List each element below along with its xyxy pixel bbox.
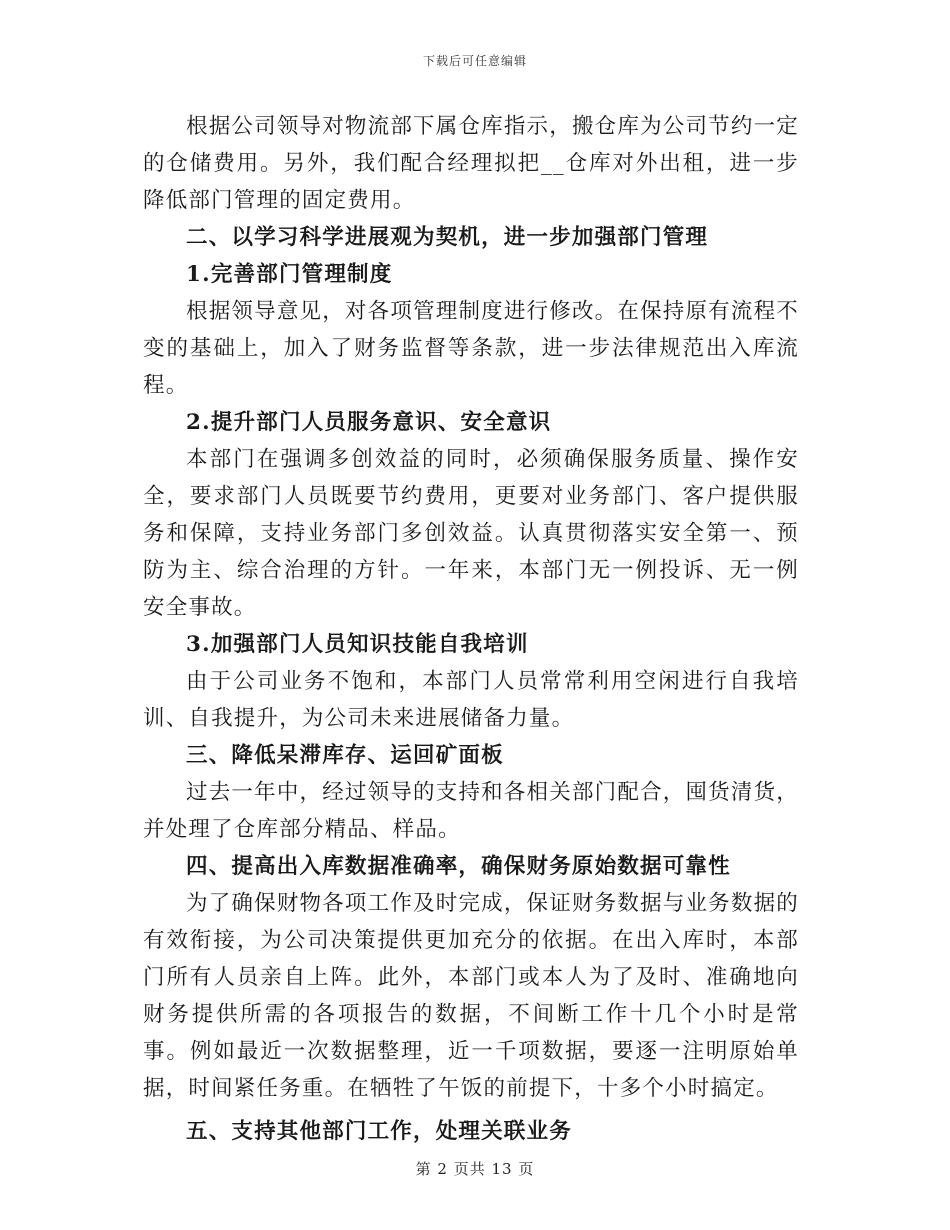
paragraph: 根据公司领导对物流部下属仓库指示，搬仓库为公司节约一定的仓储费用。另外，我们配合经理拟把__仓库对外出租，进一步降低部门管理的固定费用。 (143, 114, 799, 213)
paragraph: 为了确保财物各项工作及时完成，保证财务数据与业务数据的有效衔接，为公司决策提供更加充分的依据。在出入库时，本部门所有人员亲自上阵。此外，本部门或本人为了及时、准确地向财务提供所需的各项报告的数据，不间断工作十几个小时是常事。例如最近一次数据整理，近一千项数据，要逐一注明原始单据，时间紧任务重。在牺牲了午饭的前提下，十多个小时搞定。 (143, 891, 799, 1101)
subsection-heading: 2.提升部门人员服务意识、安全意识 (186, 410, 552, 435)
section-heading: 五、支持其他部门工作，处理关联业务 (186, 1119, 572, 1144)
paragraph: 过去一年中，经过领导的支持和各相关部门配合，囤货清货，并处理了仓库部分精品、样品。 (143, 780, 799, 842)
section-heading: 二、以学习科学进展观为契机，进一步加强部门管理 (186, 225, 709, 250)
subsection-heading: 1.完善部门管理制度 (186, 262, 393, 287)
paragraph: 本部门在强调多创效益的同时，必须确保服务质量、操作安全，要求部门人员既要节约费用，更要对业务部门、客户提供服务和保障，支持业务部门多创效益。认真贯彻落实安全第一、预防为主、综合治理的方针。一年来，本部门无一例投诉、无一例安全事故。 (143, 447, 799, 620)
page-footer: 第 2 页共 13 页 (415, 1160, 535, 1178)
paragraph: 由于公司业务不饱和，本部门人员常常利用空闲进行自我培训、自我提升，为公司未来进展储备力量。 (143, 669, 799, 731)
section-heading: 四、提高出入库数据准确率，确保财务原始数据可靠性 (186, 854, 731, 879)
document-body (143, 108, 799, 1150)
subsection-heading: 3.加强部门人员知识技能自我培训 (186, 632, 529, 657)
section-heading: 三、降低呆滞库存、运回矿面板 (186, 743, 504, 768)
page-header: 下载后可任意编辑 (422, 54, 527, 68)
paragraph: 根据领导意见，对各项管理制度进行修改。在保持原有流程不变的基础上，加入了财务监督等条款，进一步法律规范出入库流程。 (143, 299, 799, 398)
